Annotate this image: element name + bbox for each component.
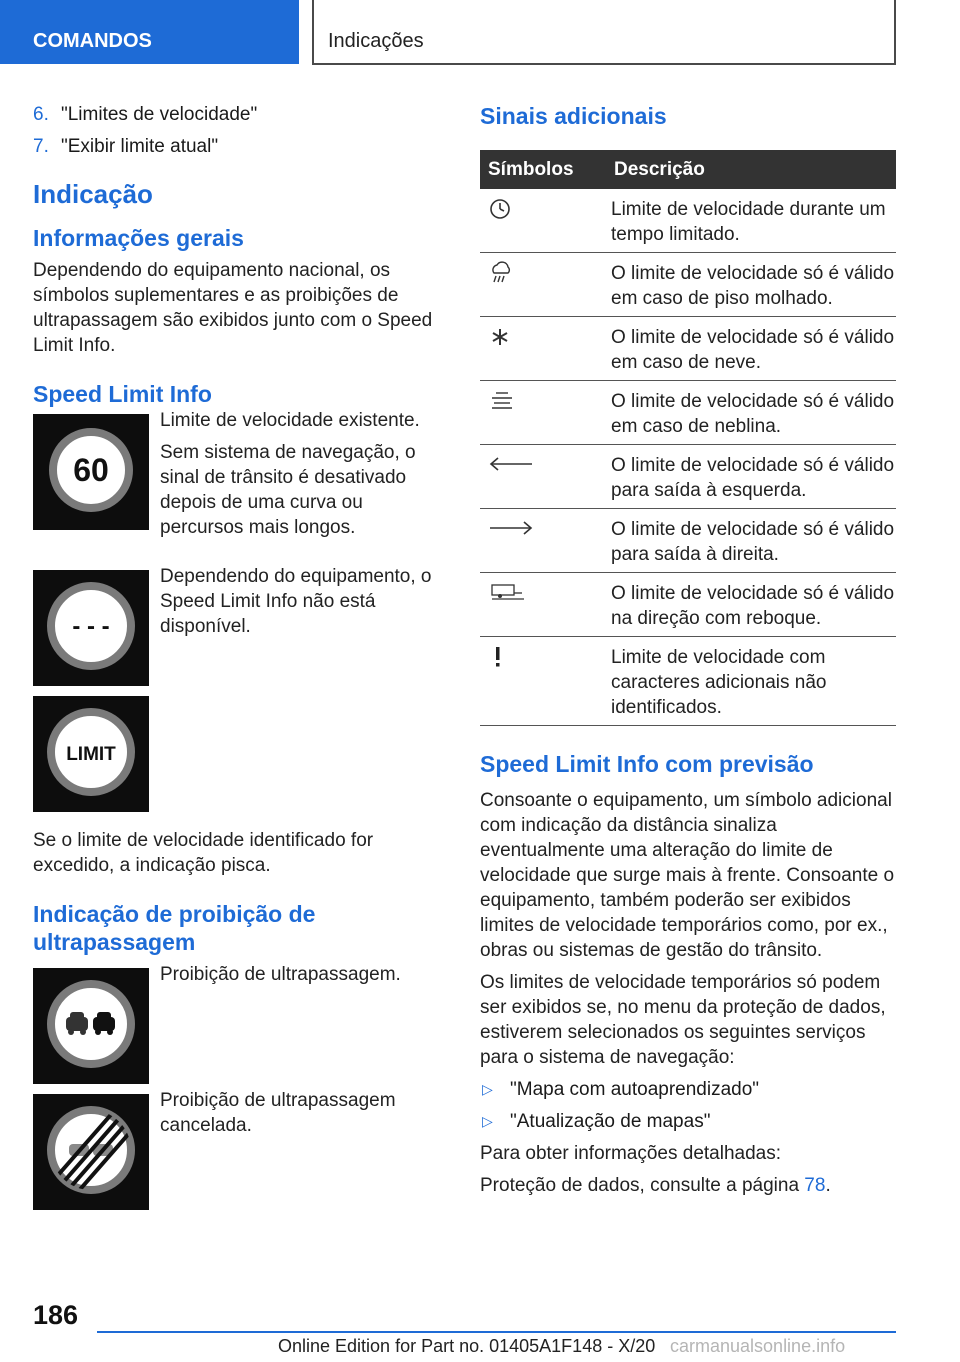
bullet-text: "Atualização de mapas": [510, 1111, 711, 1132]
page-number: 186: [33, 1300, 79, 1330]
limit-sign: [33, 696, 149, 812]
item-number: 6.: [33, 104, 49, 125]
table-row: [480, 445, 896, 509]
fog-icon: [488, 389, 516, 413]
table-row: [480, 189, 896, 253]
heading-additional-signs: Sinais adicionais: [480, 103, 667, 129]
description-cell: O limite de velocidade só é válido em caso de piso molhado.: [611, 253, 896, 317]
heading-speed-limit-info: Speed Limit Info: [33, 381, 212, 407]
limit-sign-graphic: [33, 696, 149, 812]
no-nav-text: Sem sistema de navegação, o sinal de trânsito é desativado depois de uma curva ou percursos mais longos.: [160, 442, 416, 538]
overtake-text: Proibição de ultrapassagem.: [160, 964, 401, 985]
heading-overtake: Indicação de proibição de ultrapassagem: [33, 901, 316, 955]
footer-divider: [97, 1331, 896, 1333]
exclamation-icon: [488, 645, 508, 669]
speed-sign-graphic: [33, 414, 149, 530]
not-available-text: Dependendo do equipamento, o Speed Limit Info não está disponível.: [160, 566, 432, 637]
chapter-title: Indicações: [312, 0, 896, 65]
list-item: [480, 1077, 896, 1102]
sign-row-overtake: [33, 964, 447, 1084]
overtake-cancel-text: Proibição de ultrapassagem cancelada.: [160, 1090, 396, 1136]
sign-60-description: [160, 408, 447, 540]
heading-general-info: Informações gerais: [33, 225, 244, 251]
sign-dash-description: [160, 564, 447, 639]
details-text: Para obter informações detalhadas:: [480, 1143, 782, 1164]
left-column: [33, 102, 447, 1220]
no-overtaking-graphic: [33, 968, 149, 1084]
rain-icon: [488, 261, 514, 285]
symbol-cell: [480, 381, 611, 445]
edition-text: Online Edition for Part no. 01405A1F148 - X/20: [278, 1336, 656, 1356]
description-cell: O limite de velocidade só é válido na direção com reboque.: [611, 573, 896, 637]
sign-row-dash: [33, 566, 447, 686]
unavailable-sign-graphic: [33, 570, 149, 686]
table-header-row: [480, 150, 896, 189]
symbol-cell: [480, 317, 611, 381]
overtake-end-description: [160, 1088, 447, 1138]
description-cell: O limite de velocidade só é válido em caso de neblina.: [611, 381, 896, 445]
list-item: [480, 1109, 896, 1134]
triangle-bullet-icon: ▷: [482, 1113, 493, 1129]
sign-row-limit: [33, 696, 447, 812]
item-text: "Exibir limite atual": [61, 136, 219, 157]
description-cell: O limite de velocidade só é válido para saída à esquerda.: [611, 445, 896, 509]
end-no-overtaking-sign: [33, 1094, 149, 1210]
temporary-limits-text: Os limites de velocidade temporários só podem ser exibidos se, no menu da proteção de dados, estiverem selecionados os seguintes serviços para o sistema de navegação:: [480, 972, 886, 1068]
symbol-cell: [480, 637, 611, 726]
item-number: 7.: [33, 136, 49, 157]
overtake-description: [160, 962, 447, 987]
table-row: [480, 509, 896, 573]
arrow-left-icon: [488, 453, 534, 475]
end-no-overtaking-graphic: [33, 1094, 149, 1210]
privacy-text: Proteção de dados, consulte a página: [480, 1175, 800, 1196]
symbol-cell: [480, 445, 611, 509]
clock-icon: [488, 197, 512, 221]
section-tab: COMANDOS: [0, 0, 299, 64]
table-row: [480, 317, 896, 381]
col-header-symbols: Símbolos: [480, 150, 611, 189]
arrow-right-icon: [488, 517, 534, 539]
trailer-icon: [488, 581, 528, 603]
speed-unavailable-sign: [33, 570, 149, 686]
limit-value: LIMIT: [66, 744, 116, 765]
item-text: "Limites de velocidade": [61, 104, 258, 125]
exceed-text: Se o limite de velocidade identificado for excedido, a indicação pisca.: [33, 830, 374, 876]
symbol-cell: [480, 253, 611, 317]
speed-value: 60: [73, 452, 109, 488]
additional-signs-table: [480, 150, 896, 726]
existing-limit-text: Limite de velocidade existente.: [160, 410, 420, 431]
heading-indicacao: Indicação: [33, 179, 153, 209]
triangle-bullet-icon: ▷: [482, 1081, 493, 1097]
right-column: [480, 102, 896, 1205]
numbered-item: [33, 134, 447, 159]
general-info-text: Dependendo do equipamento nacional, os símbolos suplementares e as proibições de ultrapassagem são exibidos junto com o Speed Limit Info.: [33, 260, 433, 356]
watermark: carmanualsonline.info: [670, 1336, 846, 1356]
privacy-reference: [480, 1173, 896, 1198]
description-cell: O limite de velocidade só é válido em caso de neve.: [611, 317, 896, 381]
sign-row-overtake-end: [33, 1090, 447, 1210]
page-link[interactable]: 78: [804, 1175, 826, 1196]
description-cell: Limite de velocidade com caracteres adicionais não identificados.: [611, 637, 896, 726]
numbered-item: [33, 102, 447, 127]
no-overtaking-sign: [33, 968, 149, 1084]
description-cell: Limite de velocidade durante um tempo limitado.: [611, 189, 896, 253]
speed-60-sign: [33, 414, 149, 530]
symbol-cell: [480, 189, 611, 253]
sign-row-60: [33, 410, 447, 540]
dash-value: - - -: [72, 613, 110, 640]
heading-preview: Speed Limit Info com previsão: [480, 751, 814, 777]
preview-text: Consoante o equipamento, um símbolo adicional com indicação da distância sinaliza eventualmente uma alteração do limite de velocidade que surge mais à frente. Consoante o equipamento, também poderão ser exibidos limites de velocidade temporários como, por ex., obras ou sistemas de gestão do trânsito.: [480, 790, 895, 961]
snowflake-icon: [488, 325, 512, 349]
col-header-description: Descrição: [611, 150, 896, 189]
symbol-cell: [480, 509, 611, 573]
description-cell: O limite de velocidade só é válido para saída à direita.: [611, 509, 896, 573]
table-row: [480, 637, 896, 726]
table-row: [480, 381, 896, 445]
bullet-text: "Mapa com autoaprendizado": [510, 1079, 760, 1100]
table-row: [480, 253, 896, 317]
symbol-cell: [480, 573, 611, 637]
table-row: [480, 573, 896, 637]
privacy-end: .: [825, 1175, 831, 1196]
